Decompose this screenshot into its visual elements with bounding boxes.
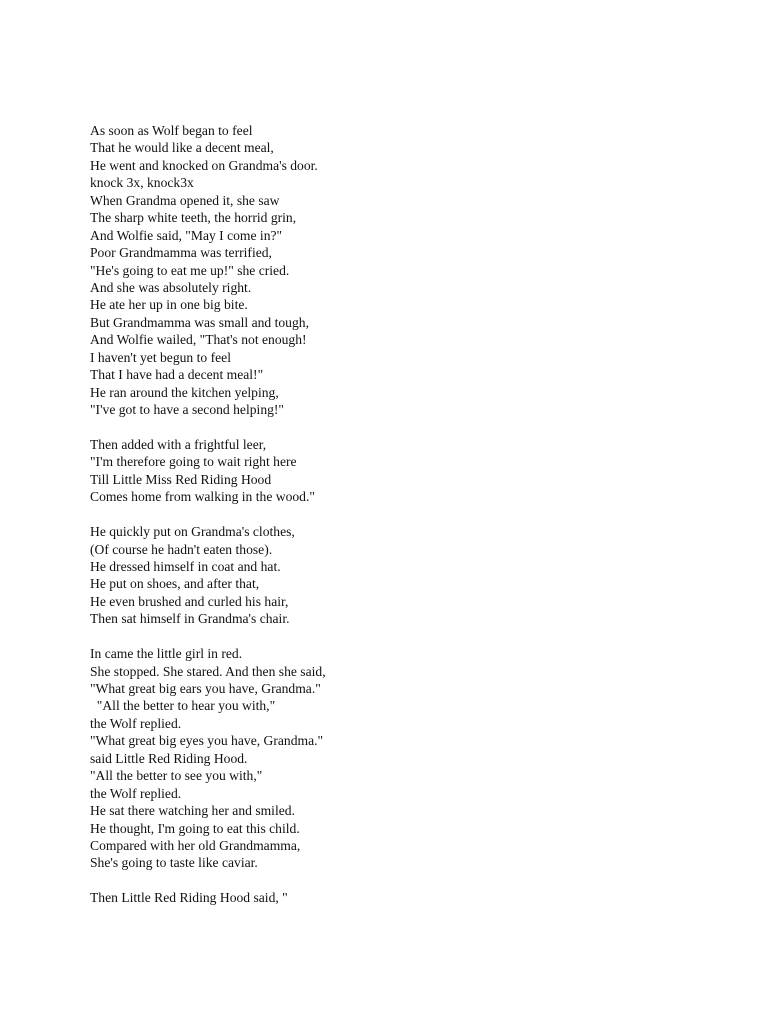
poem-line: He ran around the kitchen yelping, <box>90 384 279 400</box>
poem-line: "I've got to have a second helping!" <box>90 402 284 417</box>
poem-line: And Wolfie wailed, "That's not enough! <box>90 332 307 348</box>
poem-line: That I have had a decent meal!" <box>90 367 264 383</box>
poem-line: "He's going to eat me up!" she cried. <box>90 262 290 278</box>
poem-line: "All the better to hear you with," <box>90 698 276 714</box>
poem-line: He sat there watching her and smiled. <box>90 803 295 819</box>
poem-line: And Wolfie said, "May I come in?" <box>90 227 283 243</box>
stanza-3 <box>90 523 730 628</box>
poem-line: And she was absolutely right. <box>90 279 252 295</box>
poem-line: "What great big eyes you have, Grandma." <box>90 733 324 749</box>
poem-line: the Wolf replied. <box>90 785 182 801</box>
poem-line: "What great big ears you have, Grandma." <box>90 681 321 696</box>
poem-line: (Of course he hadn't eaten those). <box>90 541 273 557</box>
poem-line: When Grandma opened it, she saw <box>90 192 280 208</box>
poem-line: Poor Grandmamma was terrified, <box>90 245 272 261</box>
poem-line: He put on shoes, and after that, <box>90 576 260 592</box>
poem-line: In came the little girl in red. <box>90 646 243 662</box>
poem-line: As soon as Wolf began to feel <box>90 123 253 138</box>
poem-line: She stopped. She stared. And then she said, <box>90 663 326 679</box>
poem-line: Then Little Red Riding Hood said, " <box>90 890 288 906</box>
poem-line: the Wolf replied. <box>90 715 182 731</box>
stanza-4 <box>90 645 730 872</box>
stanza-2 <box>90 436 730 506</box>
poem-line: Till Little Miss Red Riding Hood <box>90 471 272 487</box>
poem-line: "All the better to see you with," <box>90 768 263 784</box>
poem-line: He dressed himself in coat and hat. <box>90 558 281 574</box>
stanza-1 <box>90 122 730 418</box>
poem-line: Compared with her old Grandmamma, <box>90 837 301 853</box>
poem-line: That he would like a decent meal, <box>90 140 274 156</box>
poem-line: I haven't yet begun to feel <box>90 349 231 365</box>
poem-line: knock 3x, knock3x <box>90 175 194 191</box>
stanza-5 <box>90 889 730 906</box>
poem-line: He ate her up in one big bite. <box>90 297 248 313</box>
poem-line: He thought, I'm going to eat this child. <box>90 820 300 836</box>
poem-line: She's going to taste like caviar. <box>90 855 258 871</box>
poem-line: Then added with a frightful leer, <box>90 436 267 452</box>
poem-line: said Little Red Riding Hood. <box>90 750 248 766</box>
poem-line: Then sat himself in Grandma's chair. <box>90 611 290 627</box>
poem-line: "I'm therefore going to wait right here <box>90 454 297 470</box>
poem-line: He quickly put on Grandma's clothes, <box>90 524 295 540</box>
document-page <box>90 122 730 924</box>
poem-line: Comes home from walking in the wood." <box>90 489 315 505</box>
poem-line: He went and knocked on Grandma's door. <box>90 157 318 173</box>
poem-line: He even brushed and curled his hair, <box>90 593 289 609</box>
poem-line: The sharp white teeth, the horrid grin, <box>90 210 297 226</box>
poem-line: But Grandmamma was small and tough, <box>90 314 309 330</box>
